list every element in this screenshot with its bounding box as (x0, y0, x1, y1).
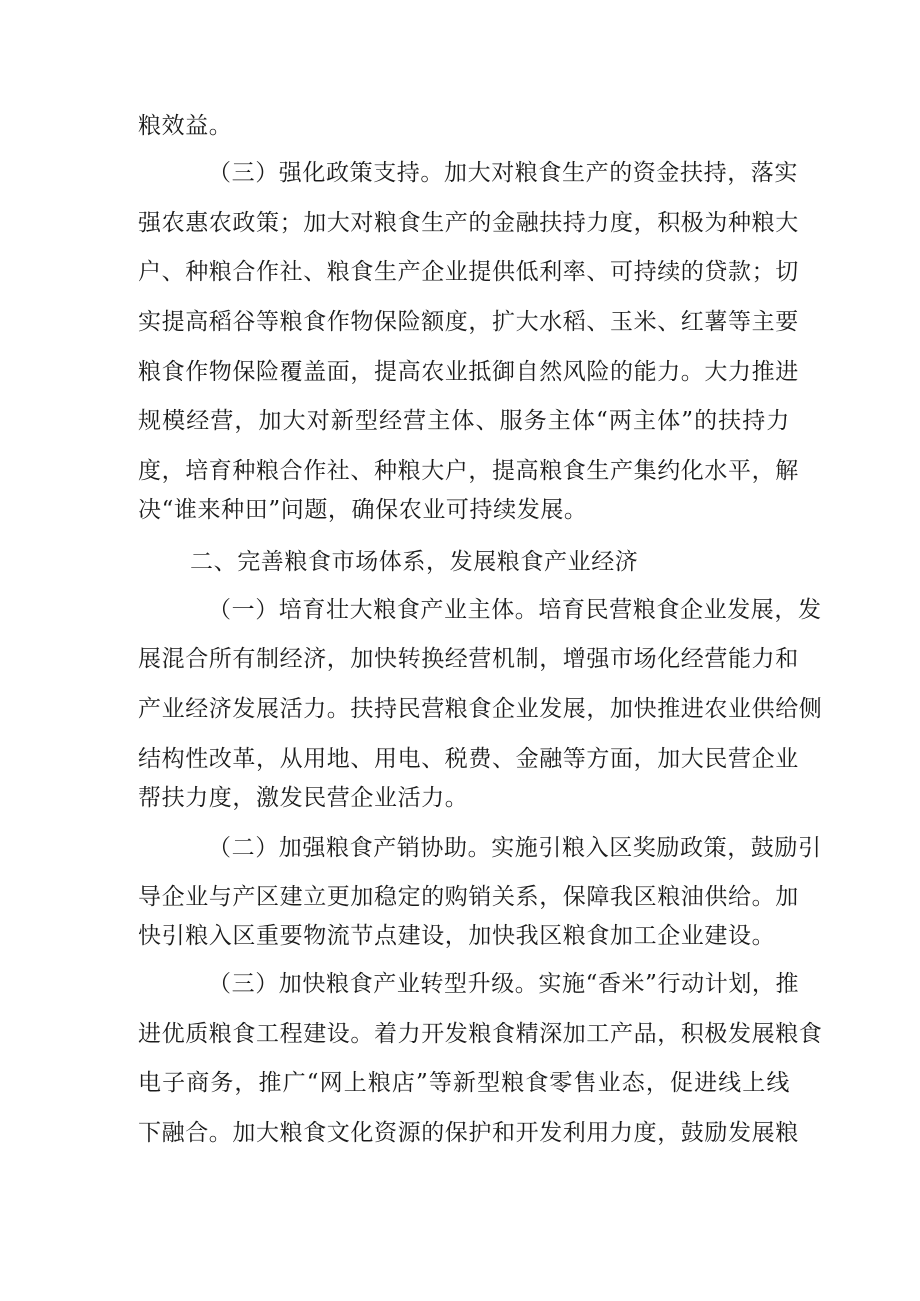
paragraph-line: 产业经济发展活力。扶持民营粮食企业发展，加快推进农业供给侧 (138, 696, 823, 722)
section-heading: 二、完善粮食市场体系，发展粮食产业经济 (190, 549, 639, 575)
paragraph-line: 决“谁来种田”问题，确保农业可持续发展。 (138, 497, 588, 523)
paragraph-line: 结构性改革，从用地、用电、税费、金融等方面，加大民营企业 (138, 746, 799, 772)
paragraph-line: 实提高稻谷等粮食作物保险额度，扩大水稻、玉米、红薯等主要 (138, 309, 799, 335)
paragraph-line: 度，培育种粮合作社、种粮大户，提高粮食生产集约化水平，解 (138, 458, 799, 484)
paragraph-line: （一）培育壮大粮食产业主体。培育民营粮食企业发展，发 (208, 597, 822, 623)
paragraph-line: 下融合。加大粮食文化资源的保护和开发利用力度，鼓励发展粮 (138, 1120, 799, 1146)
paragraph-line: 粮食作物保险覆盖面，提高农业抵御自然风险的能力。大力推进 (138, 359, 799, 385)
paragraph-line: 帮扶力度，激发民营企业活力。 (138, 785, 469, 811)
paragraph-line: 快引粮入区重要物流节点建设，加快我区粮食加工企业建设。 (138, 923, 776, 949)
paragraph-line: 展混合所有制经济，加快转换经营机制，增强市场化经营能力和 (138, 646, 799, 672)
paragraph-line: 电子商务，推广“网上粮店”等新型粮食零售业态，促进线上线 (138, 1070, 790, 1096)
paragraph-line: 规模经营，加大对新型经营主体、服务主体“两主体”的扶持力 (138, 408, 790, 434)
paragraph-line: （二）加强粮食产销协助。实施引粮入区奖励政策，鼓励引 (208, 835, 822, 861)
paragraph-line: 进优质粮食工程建设。着力开发粮食精深加工产品，积极发展粮食 (138, 1021, 823, 1047)
paragraph-line: （三）强化政策支持。加大对粮食生产的资金扶持，落实 (208, 160, 798, 186)
paragraph-line: 粮效益。 (138, 113, 233, 139)
paragraph-line: 导企业与产区建立更加稳定的购销关系，保障我区粮油供给。加 (138, 884, 799, 910)
paragraph-line: 强农惠农政策；加大对粮食生产的金融扶持力度，积极为种粮大 (138, 210, 799, 236)
paragraph-line: （三）加快粮食产业转型升级。实施“香米”行动计划，推 (208, 971, 800, 997)
paragraph-line: 户、种粮合作社、粮食生产企业提供低利率、可持续的贷款；切 (138, 259, 799, 285)
